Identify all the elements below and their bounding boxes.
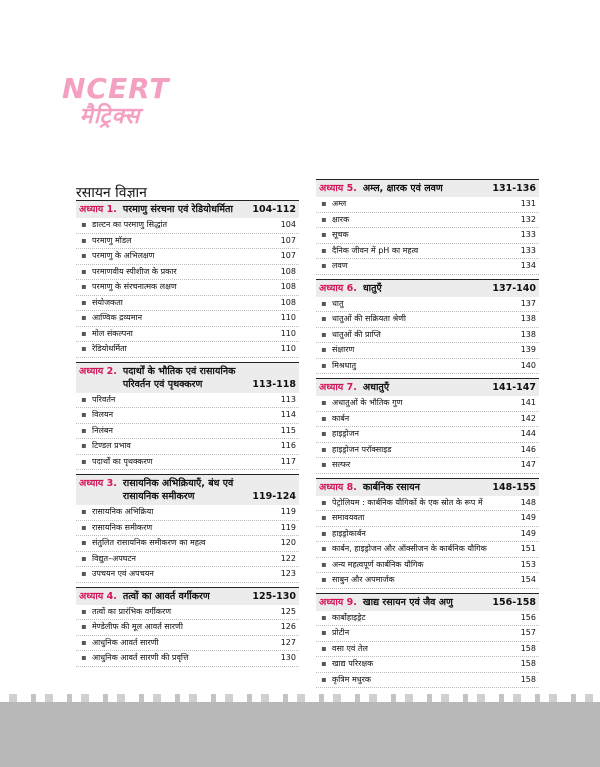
bullet-icon: ▪: [321, 575, 327, 584]
bullet-icon: ▪: [321, 544, 327, 553]
bullet-icon: ▪: [81, 441, 87, 450]
topic-row: [76, 327, 299, 343]
chapter-page-range: 156-158: [492, 596, 536, 608]
bullet-icon: ▪: [321, 444, 327, 454]
topic-page: 117: [280, 456, 296, 466]
topic-title: अम्ल: [332, 199, 347, 208]
topic-title: परमाणु के अभिलक्षण: [92, 251, 155, 260]
chapter-number: अध्याय 3.: [79, 478, 117, 489]
topic-title: मोल संकल्पना: [92, 328, 133, 338]
topic-title: परिवर्तन: [92, 394, 116, 404]
topic-row: [76, 249, 299, 265]
chapter-heading: [316, 479, 539, 496]
topic-title: तत्वों का प्रारंभिक वर्गीकरण: [92, 606, 172, 616]
footer-band: [0, 702, 600, 767]
topic-row: [316, 427, 539, 443]
bullet-icon: ▪: [321, 360, 327, 370]
topic-row: [76, 552, 299, 568]
topic-row: [316, 558, 539, 574]
topic-row: [76, 605, 299, 621]
topic-page: 126: [280, 622, 296, 631]
topic-row: [316, 458, 539, 474]
topic-row: [316, 259, 539, 275]
topic-page: 131: [520, 199, 536, 208]
topic-page: 120: [280, 538, 296, 547]
topic-title: अन्य महत्वपूर्ण कार्बनिक यौगिक: [332, 559, 424, 569]
topic-row: [316, 673, 539, 689]
topic-row: [76, 567, 299, 583]
bullet-icon: ▪: [81, 282, 87, 291]
topic-row: [76, 620, 299, 636]
chapter-heading: [316, 280, 539, 297]
chapter-number: अध्याय 4.: [79, 590, 117, 602]
bullet-icon: ▪: [321, 329, 327, 339]
bullet-icon: ▪: [321, 214, 327, 224]
bullet-icon: ▪: [321, 528, 327, 538]
topic-page: 123: [280, 569, 296, 578]
bullet-icon: ▪: [81, 410, 87, 419]
topic-row: [316, 657, 539, 673]
topic-row: [316, 527, 539, 543]
chapter-page-range: 137-140: [492, 282, 536, 294]
topic-title: क्षारक: [332, 214, 350, 224]
topic-page: 147: [520, 460, 536, 469]
topic-row: [76, 393, 299, 409]
topic-page: 122: [280, 553, 296, 563]
topic-title: रासायनिक अभिक्रिया: [92, 507, 154, 516]
topic-title: विद्युत–अपघटन: [92, 553, 136, 563]
logo-line-2: मैट्रिक्स: [79, 104, 141, 129]
chapter-block: [76, 200, 299, 358]
topic-title: कार्बोहाइड्रेट: [332, 612, 366, 622]
topic-page: 104: [280, 220, 296, 229]
topic-page: 157: [520, 628, 536, 637]
bullet-icon: ▪: [321, 245, 327, 255]
topic-page: 151: [520, 544, 536, 553]
chapter-heading: [316, 379, 539, 396]
topic-row: [316, 297, 539, 313]
chapter-block: [316, 478, 539, 589]
topic-title: खाद्य परिरक्षक: [332, 659, 374, 668]
bullet-icon: ▪: [81, 425, 87, 435]
topic-page: 134: [520, 261, 536, 270]
topic-row: [316, 611, 539, 627]
topic-row: [76, 505, 299, 521]
chapter-heading: [76, 201, 299, 218]
topic-row: [76, 296, 299, 312]
topic-title: अधातुओं के भौतिक गुण: [332, 398, 403, 407]
bullet-icon: ▪: [321, 345, 327, 354]
topic-row: [76, 455, 299, 471]
topic-row: [316, 359, 539, 375]
topic-page: 133: [520, 230, 536, 239]
topic-row: [316, 496, 539, 512]
topic-title: आधुनिक आवर्त सारणी: [92, 637, 159, 647]
topic-page: 108: [280, 282, 296, 291]
topic-page: 110: [280, 328, 296, 338]
bullet-icon: ▪: [81, 622, 87, 631]
chapter-block: [76, 474, 299, 583]
chapter-title: अम्ल, क्षारक एवं लवण: [362, 183, 443, 194]
topic-title: सूचक: [332, 230, 349, 239]
bullet-icon: ▪: [81, 220, 87, 229]
topic-title: कृत्रिम मधुरक: [332, 674, 372, 684]
chapter-page-range: 119-124: [252, 491, 296, 502]
bullet-icon: ▪: [321, 261, 327, 270]
topic-title: हाइड्रोकार्बन: [332, 528, 366, 538]
topic-page: 148: [520, 497, 536, 507]
topic-title: रासायनिक समीकरण: [92, 522, 153, 532]
topic-page: 140: [520, 360, 536, 370]
bullet-icon: ▪: [321, 230, 327, 239]
bullet-icon: ▪: [81, 266, 87, 276]
bullet-icon: ▪: [81, 328, 87, 338]
chapter-page-range: 148-155: [492, 481, 536, 493]
topic-page: 119: [280, 507, 296, 516]
topic-page: 158: [520, 643, 536, 653]
bullet-icon: ▪: [321, 612, 327, 622]
topic-row: [76, 536, 299, 552]
bullet-icon: ▪: [321, 199, 327, 208]
topic-page: 110: [280, 313, 296, 322]
chapter-number: अध्याय 6.: [319, 282, 357, 294]
chapter-block: [76, 362, 299, 471]
topic-page: 156: [520, 612, 536, 622]
topic-row: [316, 312, 539, 328]
chapter-title: धातुएँ: [362, 282, 382, 294]
topic-row: [76, 651, 299, 667]
bullet-icon: ▪: [81, 313, 87, 322]
topic-row: [316, 228, 539, 244]
topic-page: 153: [520, 559, 536, 569]
topic-title: हाइड्रोजन: [332, 429, 359, 438]
topic-row: [316, 443, 539, 459]
topic-row: [316, 573, 539, 589]
chapter-page-range: 125-130: [252, 590, 296, 602]
topic-page: 125: [280, 606, 296, 616]
topic-row: [76, 311, 299, 327]
chapter-number: अध्याय 2.: [79, 365, 117, 377]
topic-title: परमाणु मॉडल: [92, 235, 132, 245]
topic-page: 137: [520, 298, 536, 308]
topic-title: विलयन: [92, 410, 114, 419]
chapter-title: कार्बनिक रसायन: [362, 481, 420, 493]
topic-title: संक्षारण: [332, 345, 355, 354]
bullet-icon: ▪: [81, 653, 87, 662]
topic-title: धातुओं की सक्रियता श्रेणी: [332, 314, 406, 323]
topic-page: 142: [520, 413, 536, 423]
topic-title: साबुन और अपमार्जक: [332, 575, 395, 584]
topic-page: 138: [520, 329, 536, 339]
topic-page: 115: [280, 425, 296, 435]
topic-page: 139: [520, 345, 536, 354]
topic-page: 146: [520, 444, 536, 454]
chapter-title: अधातुएँ: [362, 382, 390, 393]
bullet-icon: ▪: [81, 553, 87, 563]
chapter-title: तत्वों का आवर्त वर्गीकरण: [122, 590, 210, 602]
topic-title: संतुलित रासायनिक समीकरण का महत्व: [92, 538, 206, 547]
bullet-icon: ▪: [81, 344, 87, 353]
chapter-heading: [76, 588, 299, 605]
topic-title: टिण्डल प्रभाव: [92, 441, 131, 450]
topic-page: 154: [520, 575, 536, 584]
toc-left-column: [76, 200, 299, 671]
topic-title: आण्विक द्रव्यमान: [92, 313, 143, 322]
chapter-block: [316, 179, 539, 275]
bullet-icon: ▪: [81, 235, 87, 245]
bullet-icon: ▪: [81, 569, 87, 578]
bullet-icon: ▪: [321, 460, 327, 469]
topic-title: समावयवता: [332, 513, 365, 522]
bullet-icon: ▪: [321, 628, 327, 637]
topic-row: [316, 213, 539, 229]
topic-title: लवण: [332, 261, 348, 270]
bullet-icon: ▪: [321, 643, 327, 653]
topic-title: सल्फर: [332, 460, 351, 469]
topic-page: 158: [520, 674, 536, 684]
topic-row: [76, 636, 299, 652]
topic-row: [76, 280, 299, 296]
topic-page: 116: [280, 441, 296, 450]
topic-page: 127: [280, 637, 296, 647]
bullet-icon: ▪: [321, 674, 327, 684]
bullet-icon: ▪: [321, 659, 327, 668]
topic-title: वसा एवं तेल: [332, 643, 368, 653]
topic-page: 132: [520, 214, 536, 224]
topic-title: रेडियोधर्मिता: [92, 344, 127, 353]
bullet-icon: ▪: [321, 513, 327, 522]
bullet-icon: ▪: [321, 413, 327, 423]
topic-page: 149: [520, 528, 536, 538]
bullet-icon: ▪: [321, 497, 327, 507]
topic-page: 119: [280, 522, 296, 532]
bullet-icon: ▪: [81, 507, 87, 516]
topic-title: हाइड्रोजन परॉक्साइड: [332, 444, 392, 454]
chapter-block: [316, 593, 539, 689]
bullet-icon: ▪: [321, 429, 327, 438]
ncert-matrix-logo: [62, 72, 170, 136]
topic-page: 158: [520, 659, 536, 668]
topic-page: 149: [520, 513, 536, 522]
chapter-title: पदार्थों के भौतिक एवं रासायनिक परिवर्तन एवं पृथक्करण: [122, 365, 236, 390]
topic-page: 144: [520, 429, 536, 438]
section-title: रसायन विज्ञान: [76, 185, 147, 201]
bullet-icon: ▪: [81, 394, 87, 404]
bullet-icon: ▪: [81, 522, 87, 532]
bullet-icon: ▪: [321, 559, 327, 569]
bullet-icon: ▪: [81, 456, 87, 466]
topic-title: कार्बन: [332, 413, 350, 423]
chapter-heading: [316, 594, 539, 611]
topic-row: [76, 234, 299, 250]
topic-row: [316, 244, 539, 260]
topic-row: [76, 521, 299, 537]
topic-title: प्रोटीन: [332, 628, 350, 637]
topic-row: [316, 642, 539, 658]
topic-page: 108: [280, 297, 296, 307]
bullet-icon: ▪: [81, 538, 87, 547]
topic-row: [76, 408, 299, 424]
topic-title: पदार्थों का पृथक्करण: [92, 456, 153, 466]
topic-row: [76, 439, 299, 455]
topic-title: आधुनिक आवर्त सारणी की प्रवृत्ति: [92, 653, 189, 662]
chapter-title: रासायनिक अभिक्रियाएँ, बंध एवं रासायनिक समीकरण: [122, 478, 234, 502]
topic-row: [316, 542, 539, 558]
topic-row: [316, 328, 539, 344]
topic-title: कार्बन, हाइड्रोजन और ऑक्सीजन के कार्बनिक यौगिक: [332, 544, 487, 553]
chapter-number: अध्याय 5.: [319, 183, 357, 194]
topic-title: परमाणवीय स्पीशीज के प्रकार: [92, 266, 177, 276]
chapter-page-range: 131-136: [492, 183, 536, 194]
topic-page: 107: [280, 235, 296, 245]
chapter-title: खाद्य रसायन एवं जैव अणु: [362, 596, 453, 608]
chapter-heading: [316, 180, 539, 197]
topic-page: 113: [280, 394, 296, 404]
topic-page: 114: [280, 410, 296, 419]
chapter-number: अध्याय 9.: [319, 596, 357, 608]
topic-page: 138: [520, 314, 536, 323]
topic-title: उपचयन एवं अपचयन: [92, 569, 154, 578]
topic-title: दैनिक जीवन में pH का महत्व: [332, 245, 419, 255]
topic-page: 107: [280, 251, 296, 260]
chapter-page-range: 104-112: [252, 204, 296, 215]
bullet-icon: ▪: [321, 298, 327, 308]
topic-title: निलंबन: [92, 425, 113, 435]
bullet-icon: ▪: [81, 251, 87, 260]
chapter-heading: [76, 475, 299, 505]
topic-row: [316, 626, 539, 642]
topic-title: पेट्रोलियम : कार्बनिक यौगिकों के एक स्रोत के रूप में: [332, 497, 483, 507]
chapter-number: अध्याय 8.: [319, 481, 357, 493]
bullet-icon: ▪: [81, 297, 87, 307]
chapter-number: अध्याय 1.: [79, 204, 117, 215]
topic-row: [316, 511, 539, 527]
topic-page: 130: [280, 653, 296, 662]
topic-title: मेण्डेलीफ की मूल आवर्त सारणी: [92, 622, 183, 631]
topic-row: [76, 265, 299, 281]
chapter-block: [76, 587, 299, 667]
chapter-heading: [76, 363, 299, 393]
topic-row: [76, 218, 299, 234]
topic-row: [316, 412, 539, 428]
topic-row: [316, 396, 539, 412]
chapter-page-range: 113-118: [252, 378, 296, 390]
bullet-icon: ▪: [321, 398, 327, 407]
topic-title: धातु: [332, 298, 344, 308]
bullet-icon: ▪: [321, 314, 327, 323]
topic-page: 110: [280, 344, 296, 353]
topic-title: डाल्टन का परमाणु सिद्धांत: [92, 220, 168, 229]
logo-line-1: NCERT: [62, 72, 170, 105]
topic-page: 108: [280, 266, 296, 276]
chapter-number: अध्याय 7.: [319, 382, 357, 393]
chapter-page-range: 141-147: [492, 382, 536, 393]
chapter-block: [316, 279, 539, 375]
topic-title: परमाणु के संरचनात्मक लक्षण: [92, 282, 177, 291]
bullet-icon: ▪: [81, 606, 87, 616]
chapter-title: परमाणु संरचना एवं रेडियोधर्मिता: [122, 204, 233, 215]
topic-row: [316, 197, 539, 213]
topic-row: [76, 342, 299, 358]
toc-right-column: [316, 179, 539, 692]
topic-title: संयोजकता: [92, 297, 123, 307]
topic-title: धातुओं की प्राप्ति: [332, 329, 381, 339]
bullet-icon: ▪: [81, 637, 87, 647]
topic-row: [316, 343, 539, 359]
topic-page: 133: [520, 245, 536, 255]
topic-title: मिश्रधातु: [332, 360, 357, 370]
topic-page: 141: [520, 398, 536, 407]
topic-row: [76, 424, 299, 440]
chapter-block: [316, 378, 539, 474]
